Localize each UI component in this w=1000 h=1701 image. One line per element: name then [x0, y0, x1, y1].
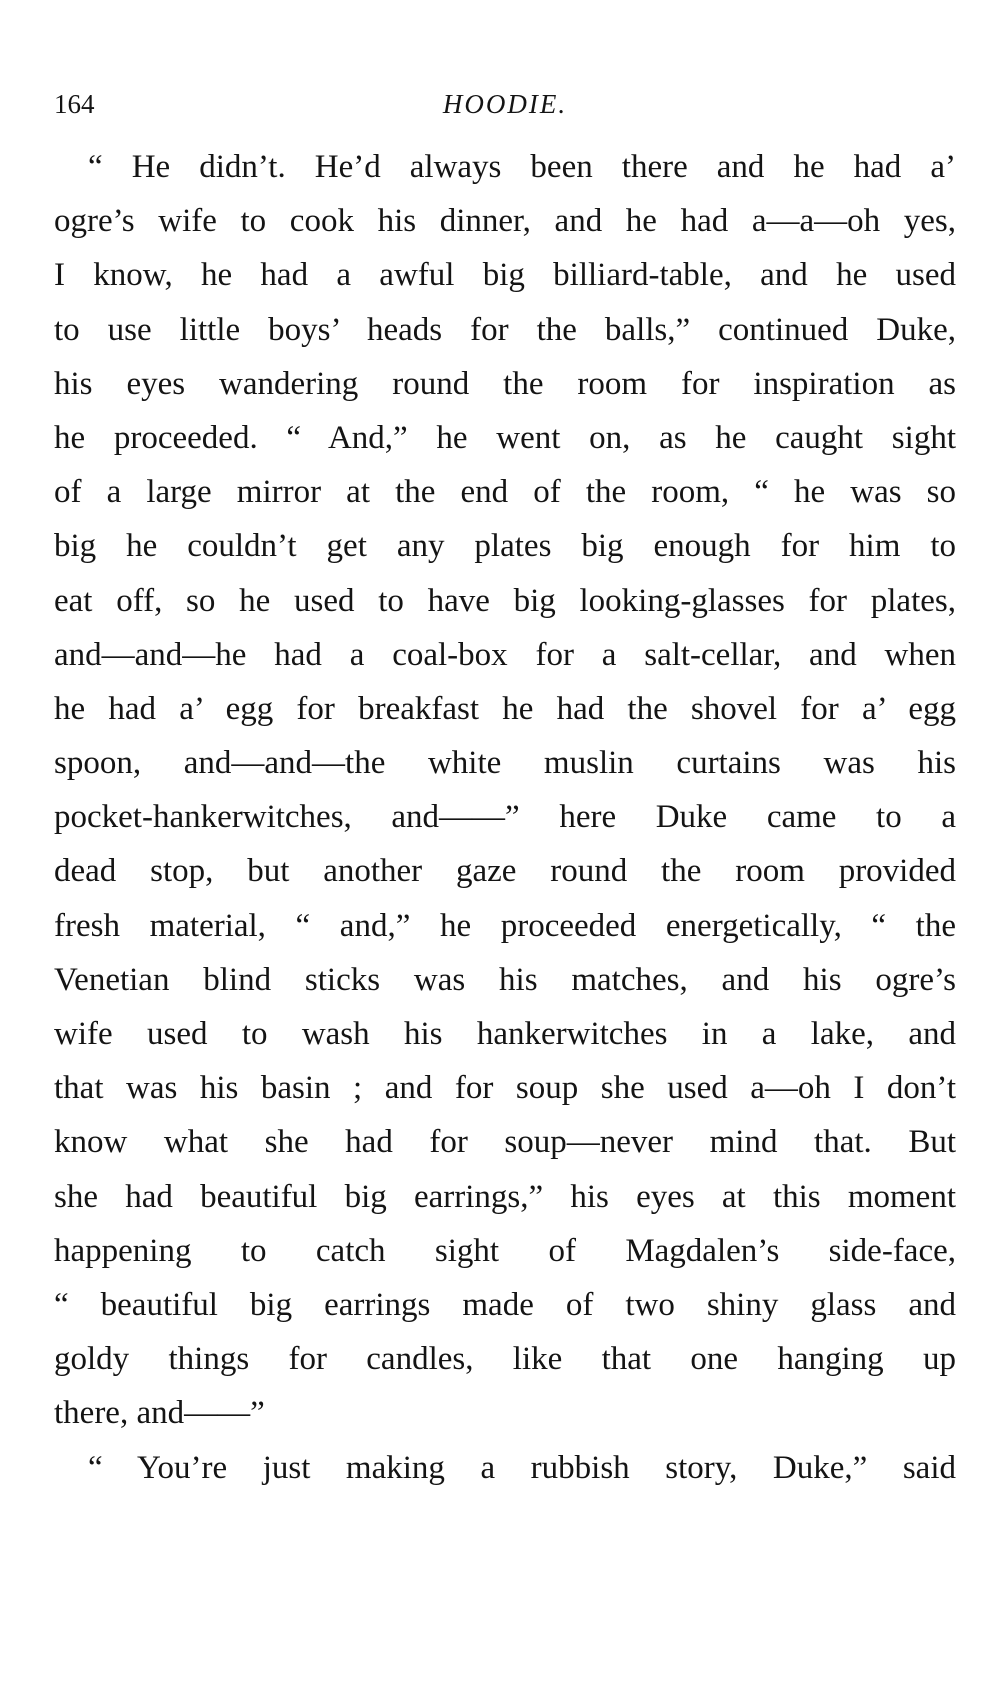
text-line: “ He didn’t. He’d always been there and he had a’	[88, 149, 956, 185]
text-line: “ You’re just making a rubbish story, Duke,” said	[88, 1449, 956, 1486]
text-line: I know, he had a awful big billiard-table, and he used	[54, 257, 956, 294]
text-line: pocket-hankerwitches, and——” here Duke came to a	[54, 799, 956, 836]
page-header	[54, 84, 956, 124]
text-line: that was his basin ; and for soup she used a—oh I don’t	[54, 1070, 956, 1107]
text-line: “ beautiful big earrings made of two shiny glass and	[54, 1286, 956, 1323]
text-line: his eyes wandering round the room for inspiration as	[54, 365, 956, 402]
running-head: HOODIE.	[442, 89, 568, 119]
text-line: ogre’s wife to cook his dinner, and he had a—a—oh yes,	[54, 203, 956, 240]
text-line: Venetian blind sticks was his matches, and his ogre’s	[54, 961, 956, 998]
text-line: happening to catch sight of Magdalen’s side-face,	[54, 1232, 956, 1269]
text-line: wife used to wash his hankerwitches in a lake, and	[54, 1016, 956, 1052]
text-line: big he couldn’t get any plates big enough for him to	[54, 528, 956, 565]
page-number: 164	[54, 89, 95, 119]
text-line: to use little boys’ heads for the balls,” continued Duke,	[54, 311, 956, 348]
body-text	[54, 140, 956, 1495]
text-line: of a large mirror at the end of the room, “ he was so	[54, 474, 956, 511]
text-line: he proceeded. “ And,” he went on, as he caught sight	[54, 419, 956, 456]
text-line: and—and—he had a coal-box for a salt-cellar, and when	[54, 636, 956, 673]
text-line: fresh material, “ and,” he proceeded energetically, “ the	[54, 907, 956, 944]
text-line: goldy things for candles, like that one hanging up	[54, 1341, 956, 1378]
text-line: dead stop, but another gaze round the room provided	[54, 853, 956, 890]
text-line: eat off, so he used to have big looking-glasses for plates,	[54, 582, 956, 619]
text-line: there, and——”	[54, 1395, 265, 1432]
text-line: know what she had for soup—never mind that. But	[54, 1124, 956, 1161]
text-line: spoon, and—and—the white muslin curtains was his	[54, 745, 956, 782]
text-line: he had a’ egg for breakfast he had the shovel for a’ egg	[54, 690, 956, 727]
text-line: she had beautiful big earrings,” his eyes at this moment	[54, 1178, 956, 1215]
